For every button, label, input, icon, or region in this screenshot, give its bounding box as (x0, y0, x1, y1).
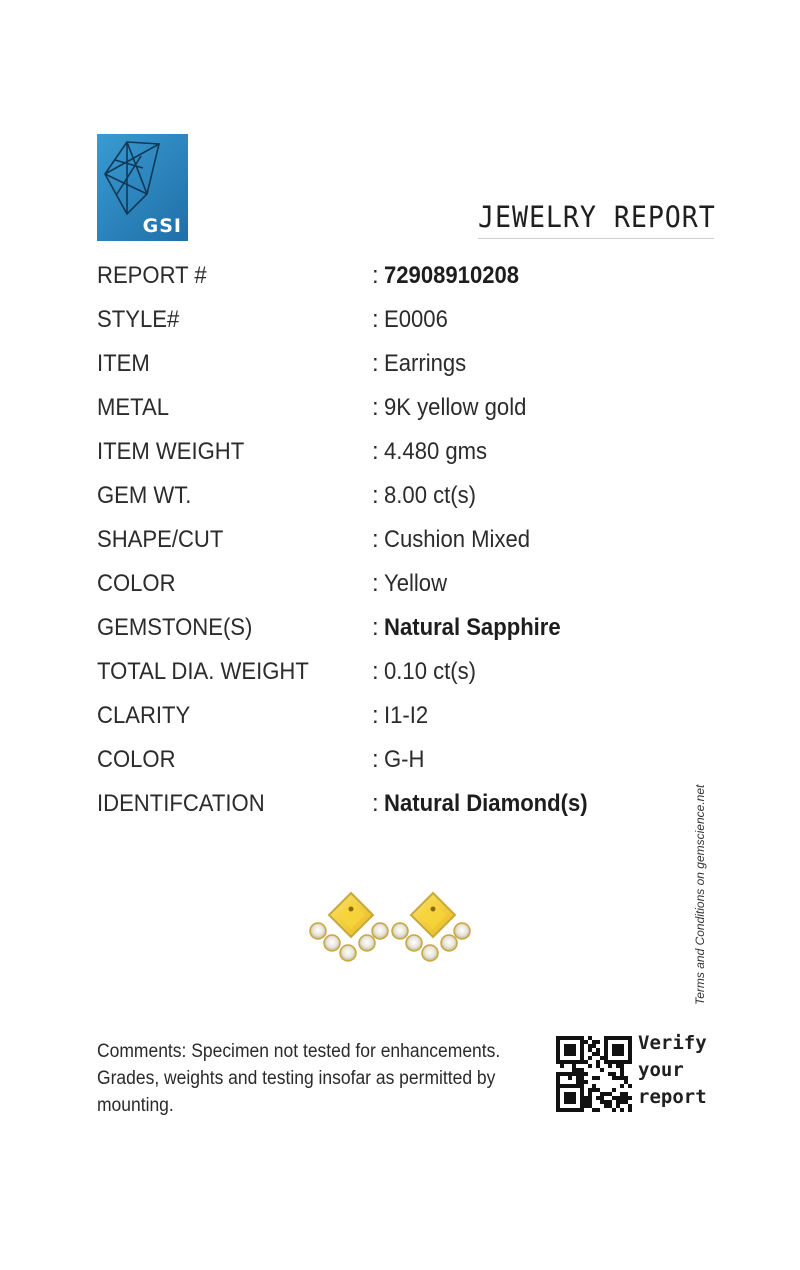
field-label: COLOR (97, 746, 176, 773)
field-row (97, 654, 657, 698)
field-row (97, 390, 657, 434)
field-label: GEMSTONE(S) (97, 614, 253, 641)
field-label: COLOR (97, 570, 176, 597)
field-row (97, 302, 657, 346)
field-value: 72908910208 (384, 262, 520, 289)
field-row (97, 610, 657, 654)
field-colon: : (372, 570, 379, 597)
field-value: E0006 (384, 306, 448, 333)
field-colon: : (372, 702, 379, 729)
field-colon: : (372, 658, 379, 685)
field-colon: : (372, 526, 379, 553)
verify-report-link[interactable] (638, 1030, 707, 1111)
field-label: TOTAL DIA. WEIGHT (97, 658, 309, 685)
field-row (97, 258, 657, 302)
field-colon: : (372, 614, 379, 641)
verify-line-3: report (638, 1086, 707, 1108)
field-label: METAL (97, 394, 169, 421)
left-earring (310, 893, 388, 961)
field-value: Cushion Mixed (384, 526, 531, 553)
report-fields (97, 258, 657, 830)
field-row (97, 742, 657, 786)
field-value: I1-I2 (384, 702, 429, 729)
field-colon: : (372, 438, 379, 465)
field-row (97, 346, 657, 390)
right-earring (392, 893, 470, 961)
field-row (97, 478, 657, 522)
field-value: 9K yellow gold (384, 394, 527, 421)
field-label: ITEM WEIGHT (97, 438, 245, 465)
field-value: 4.480 gms (384, 438, 488, 465)
field-value: 0.10 ct(s) (384, 658, 477, 685)
field-colon: : (372, 482, 379, 509)
terms-note: Terms and Conditions on gemscience.net (693, 784, 707, 1005)
field-value: Earrings (384, 350, 467, 377)
field-label: GEM WT. (97, 482, 192, 509)
title-underline (478, 238, 714, 239)
field-row (97, 698, 657, 742)
field-value: 8.00 ct(s) (384, 482, 477, 509)
field-label: ITEM (97, 350, 150, 377)
field-value: Natural Diamond(s) (384, 790, 588, 817)
field-colon: : (372, 350, 379, 377)
verify-line-2: your (638, 1059, 684, 1081)
field-colon: : (372, 790, 379, 817)
logo-text: GSI (142, 215, 182, 237)
field-colon: : (372, 746, 379, 773)
field-colon: : (372, 262, 379, 289)
field-label: IDENTIFCATION (97, 790, 265, 817)
field-value: Yellow (384, 570, 448, 597)
gsi-logo (97, 134, 188, 241)
comments-text: Comments: Specimen not tested for enhancements. Grades, weights and testing insofar as permitted by mounting. (97, 1041, 501, 1116)
field-value: G-H (384, 746, 425, 773)
field-value: Natural Sapphire (384, 614, 561, 641)
field-row (97, 522, 657, 566)
field-colon: : (372, 394, 379, 421)
field-colon: : (372, 306, 379, 333)
field-label: STYLE# (97, 306, 180, 333)
field-row (97, 566, 657, 610)
field-label: CLARITY (97, 702, 191, 729)
report-title: JEWELRY REPORT (478, 200, 716, 234)
field-label: SHAPE/CUT (97, 526, 224, 553)
qr-code[interactable] (556, 1036, 632, 1112)
field-label: REPORT # (97, 262, 207, 289)
field-row (97, 434, 657, 478)
earrings-image (305, 885, 477, 972)
verify-line-1: Verify (638, 1032, 707, 1054)
field-row (97, 786, 657, 830)
